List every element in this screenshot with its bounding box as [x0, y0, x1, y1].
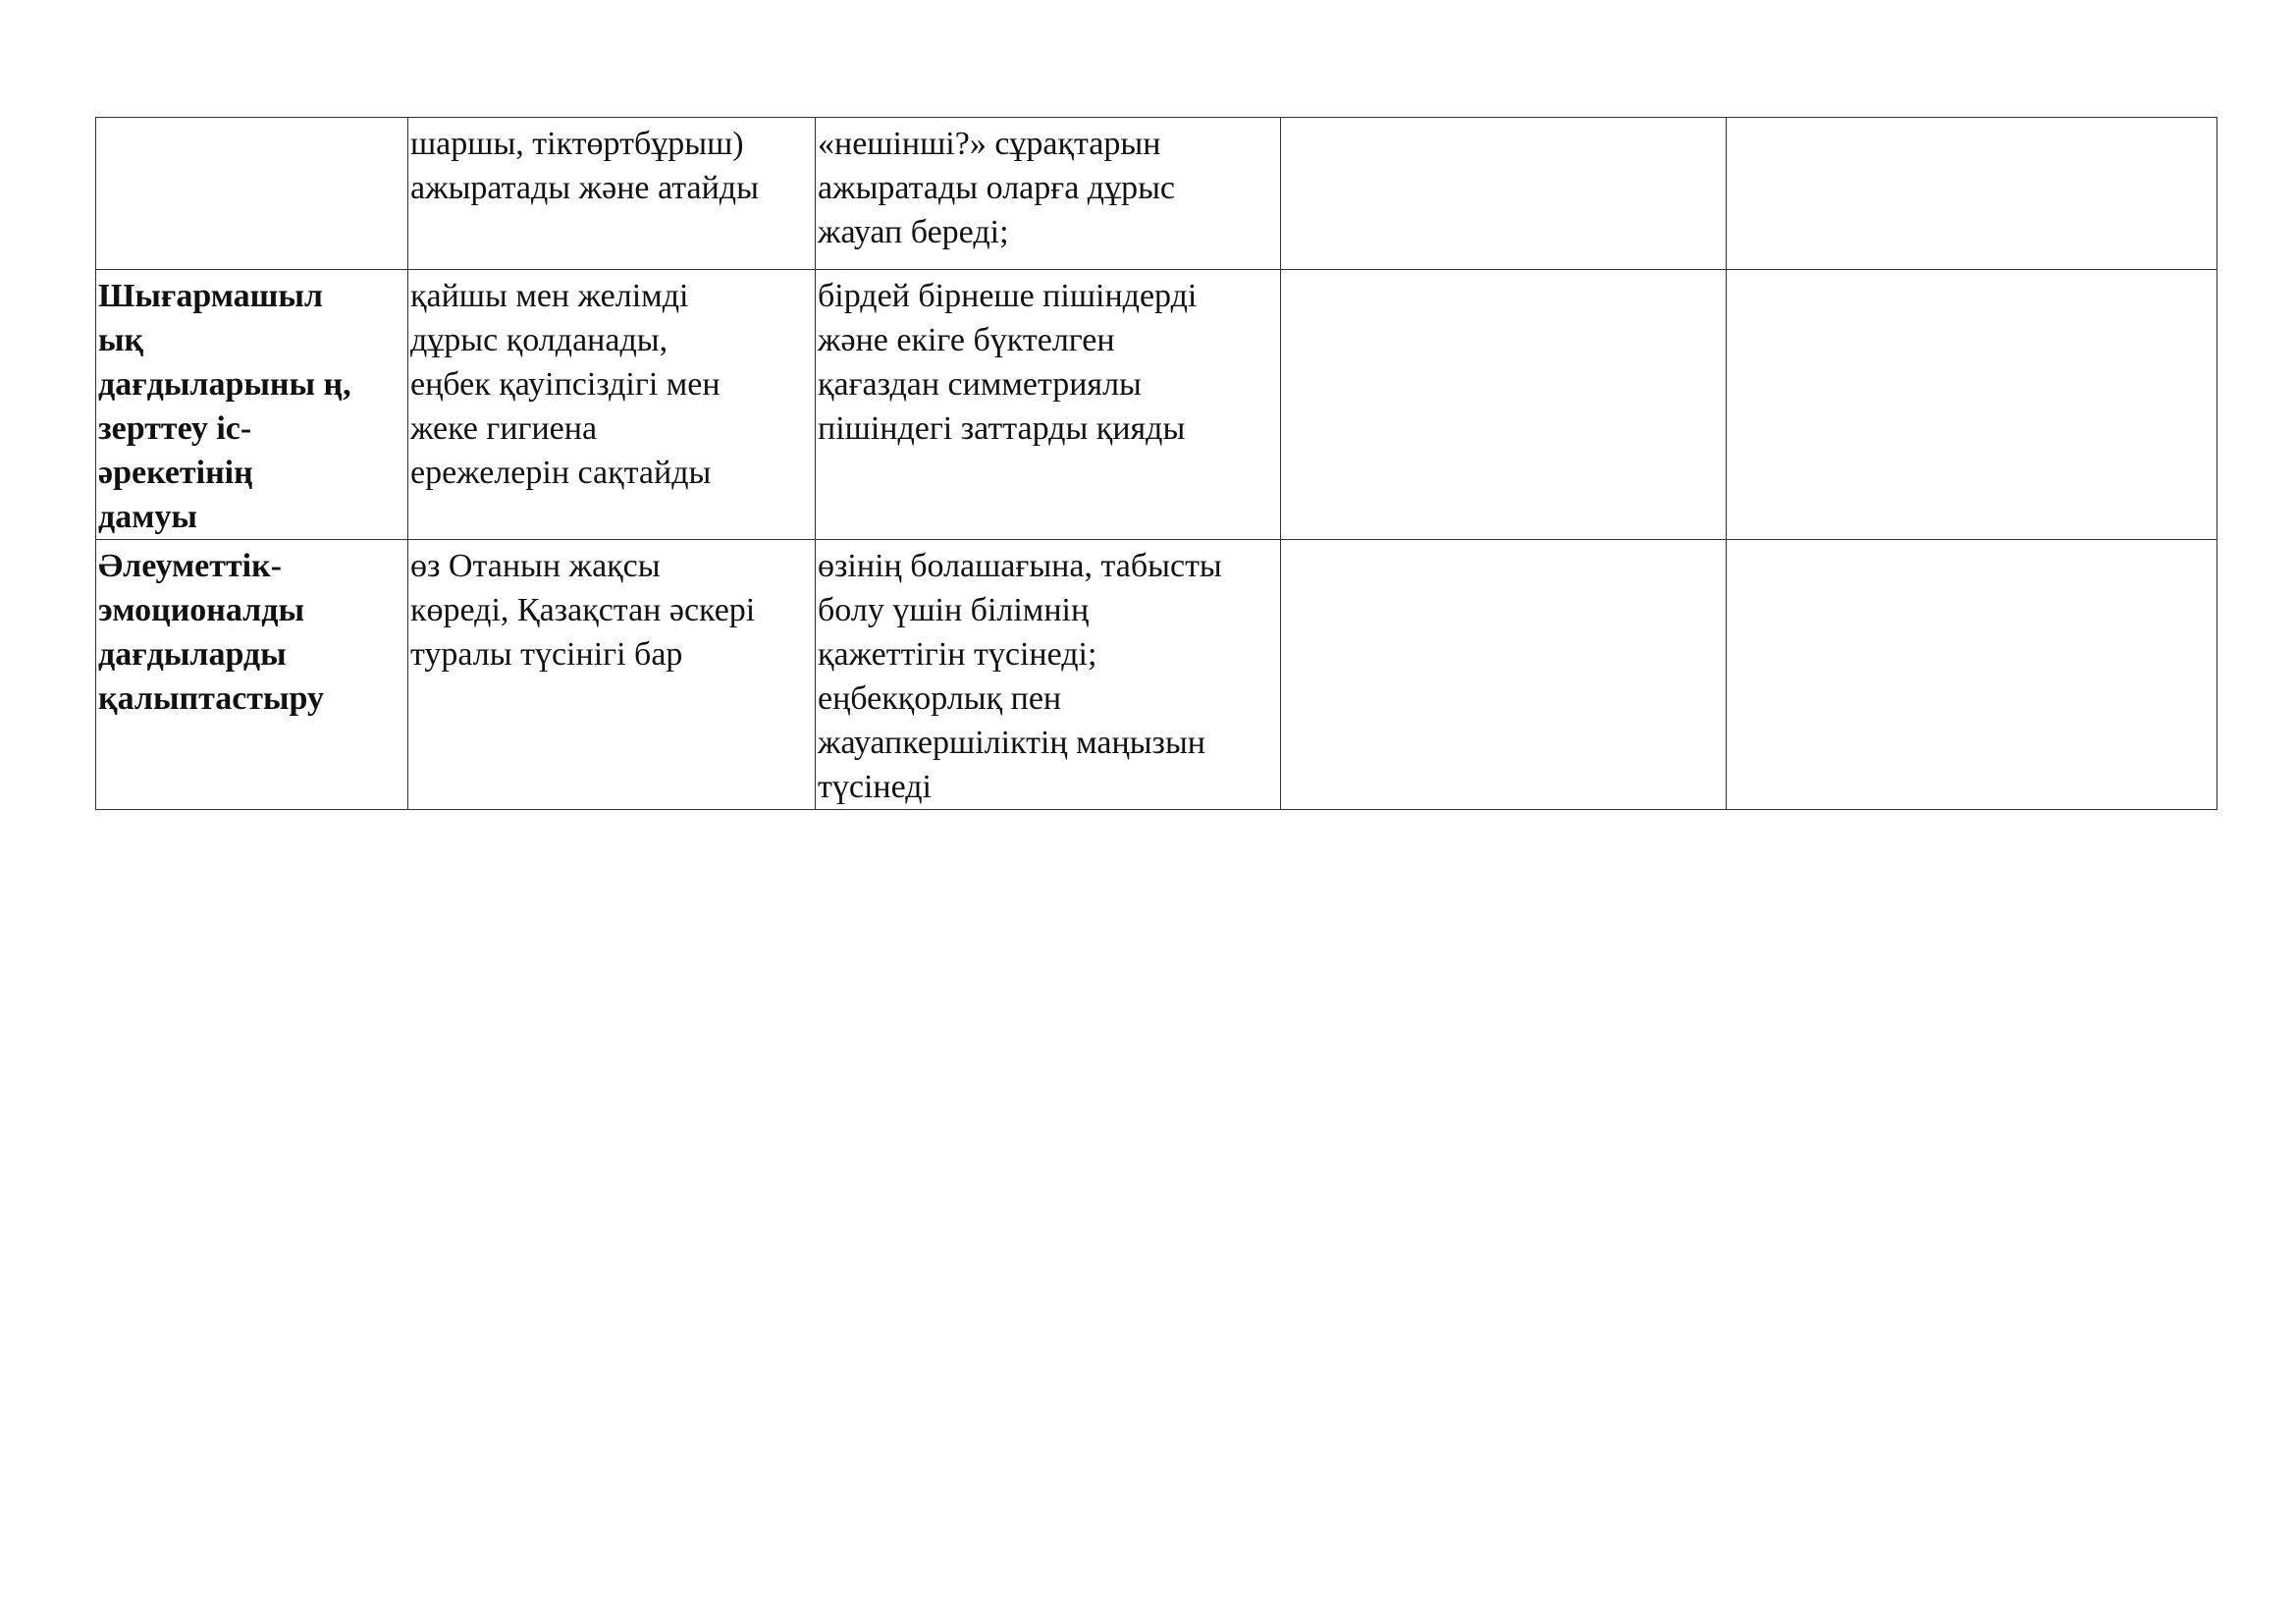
table-row — [96, 270, 2217, 540]
empty-cell — [1281, 270, 1727, 540]
skill-cell — [816, 540, 1281, 810]
table-row — [96, 540, 2217, 810]
cell-line: жеке гигиена — [410, 410, 598, 447]
empty-cell — [1727, 118, 2217, 270]
heading-line: әрекетінің — [98, 455, 253, 491]
skill-cell — [816, 118, 1281, 270]
cell-line: еңбек қауіпсіздігі мен — [410, 366, 721, 403]
cell-line: «нешінші?» сұрақтарын — [818, 126, 1161, 162]
table-row — [96, 118, 2217, 270]
skill-cell — [408, 118, 816, 270]
cell-line: туралы түсінігі бар — [410, 636, 683, 673]
development-table — [95, 117, 2217, 810]
row-heading-cell — [96, 270, 408, 540]
cell-line: және екіге бүктелген — [818, 322, 1115, 358]
cell-line: қағаздан симметриялы — [818, 366, 1142, 403]
cell-line: түсінеді — [818, 769, 932, 805]
row-heading-cell — [96, 540, 408, 810]
skill-cell — [408, 270, 816, 540]
heading-line: зерттеу іс- — [98, 410, 252, 447]
heading-line: ық — [98, 322, 144, 358]
heading-line: Шығармашыл — [98, 278, 323, 314]
empty-cell — [1281, 540, 1727, 810]
empty-cell — [1281, 118, 1727, 270]
heading-line: дағдыларыны ң, — [98, 366, 351, 403]
heading-line: Әлеуметтік- — [98, 548, 282, 584]
cell-line: болу үшін білімнің — [818, 592, 1090, 628]
empty-cell — [1727, 270, 2217, 540]
cell-line: бірдей бірнеше пішіндерді — [818, 278, 1198, 314]
cell-line: қайшы мен желімді — [410, 278, 689, 314]
cell-line: қажеттігін түсінеді; — [818, 636, 1097, 673]
heading-line: эмоционалды — [98, 592, 304, 628]
cell-line: өзінің болашағына, табысты — [818, 548, 1222, 584]
cell-line: ажыратады және атайды — [410, 170, 759, 206]
heading-line: дамуы — [98, 499, 197, 535]
heading-line: қалыптастыру — [98, 680, 325, 717]
cell-line: көреді, Қазақстан әскері — [410, 592, 756, 628]
empty-cell — [1727, 540, 2217, 810]
cell-line: пішіндегі заттарды қияды — [818, 410, 1186, 447]
cell-line: еңбекқорлық пен — [818, 680, 1062, 717]
cell-line: өз Отанын жақсы — [410, 548, 661, 584]
skill-cell — [816, 270, 1281, 540]
heading-line: дағдыларды — [98, 636, 287, 673]
cell-line: жауап береді; — [818, 214, 1009, 250]
row-heading-cell — [96, 118, 408, 270]
cell-line: ажыратады оларға дұрыс — [818, 170, 1176, 206]
cell-line: дұрыс қолданады, — [410, 322, 668, 358]
cell-line: жауапкершіліктің маңызын — [818, 725, 1206, 761]
cell-line: шаршы, тіктөртбұрыш) — [410, 126, 744, 162]
skill-cell — [408, 540, 816, 810]
cell-line: ережелерін сақтайды — [410, 455, 712, 491]
